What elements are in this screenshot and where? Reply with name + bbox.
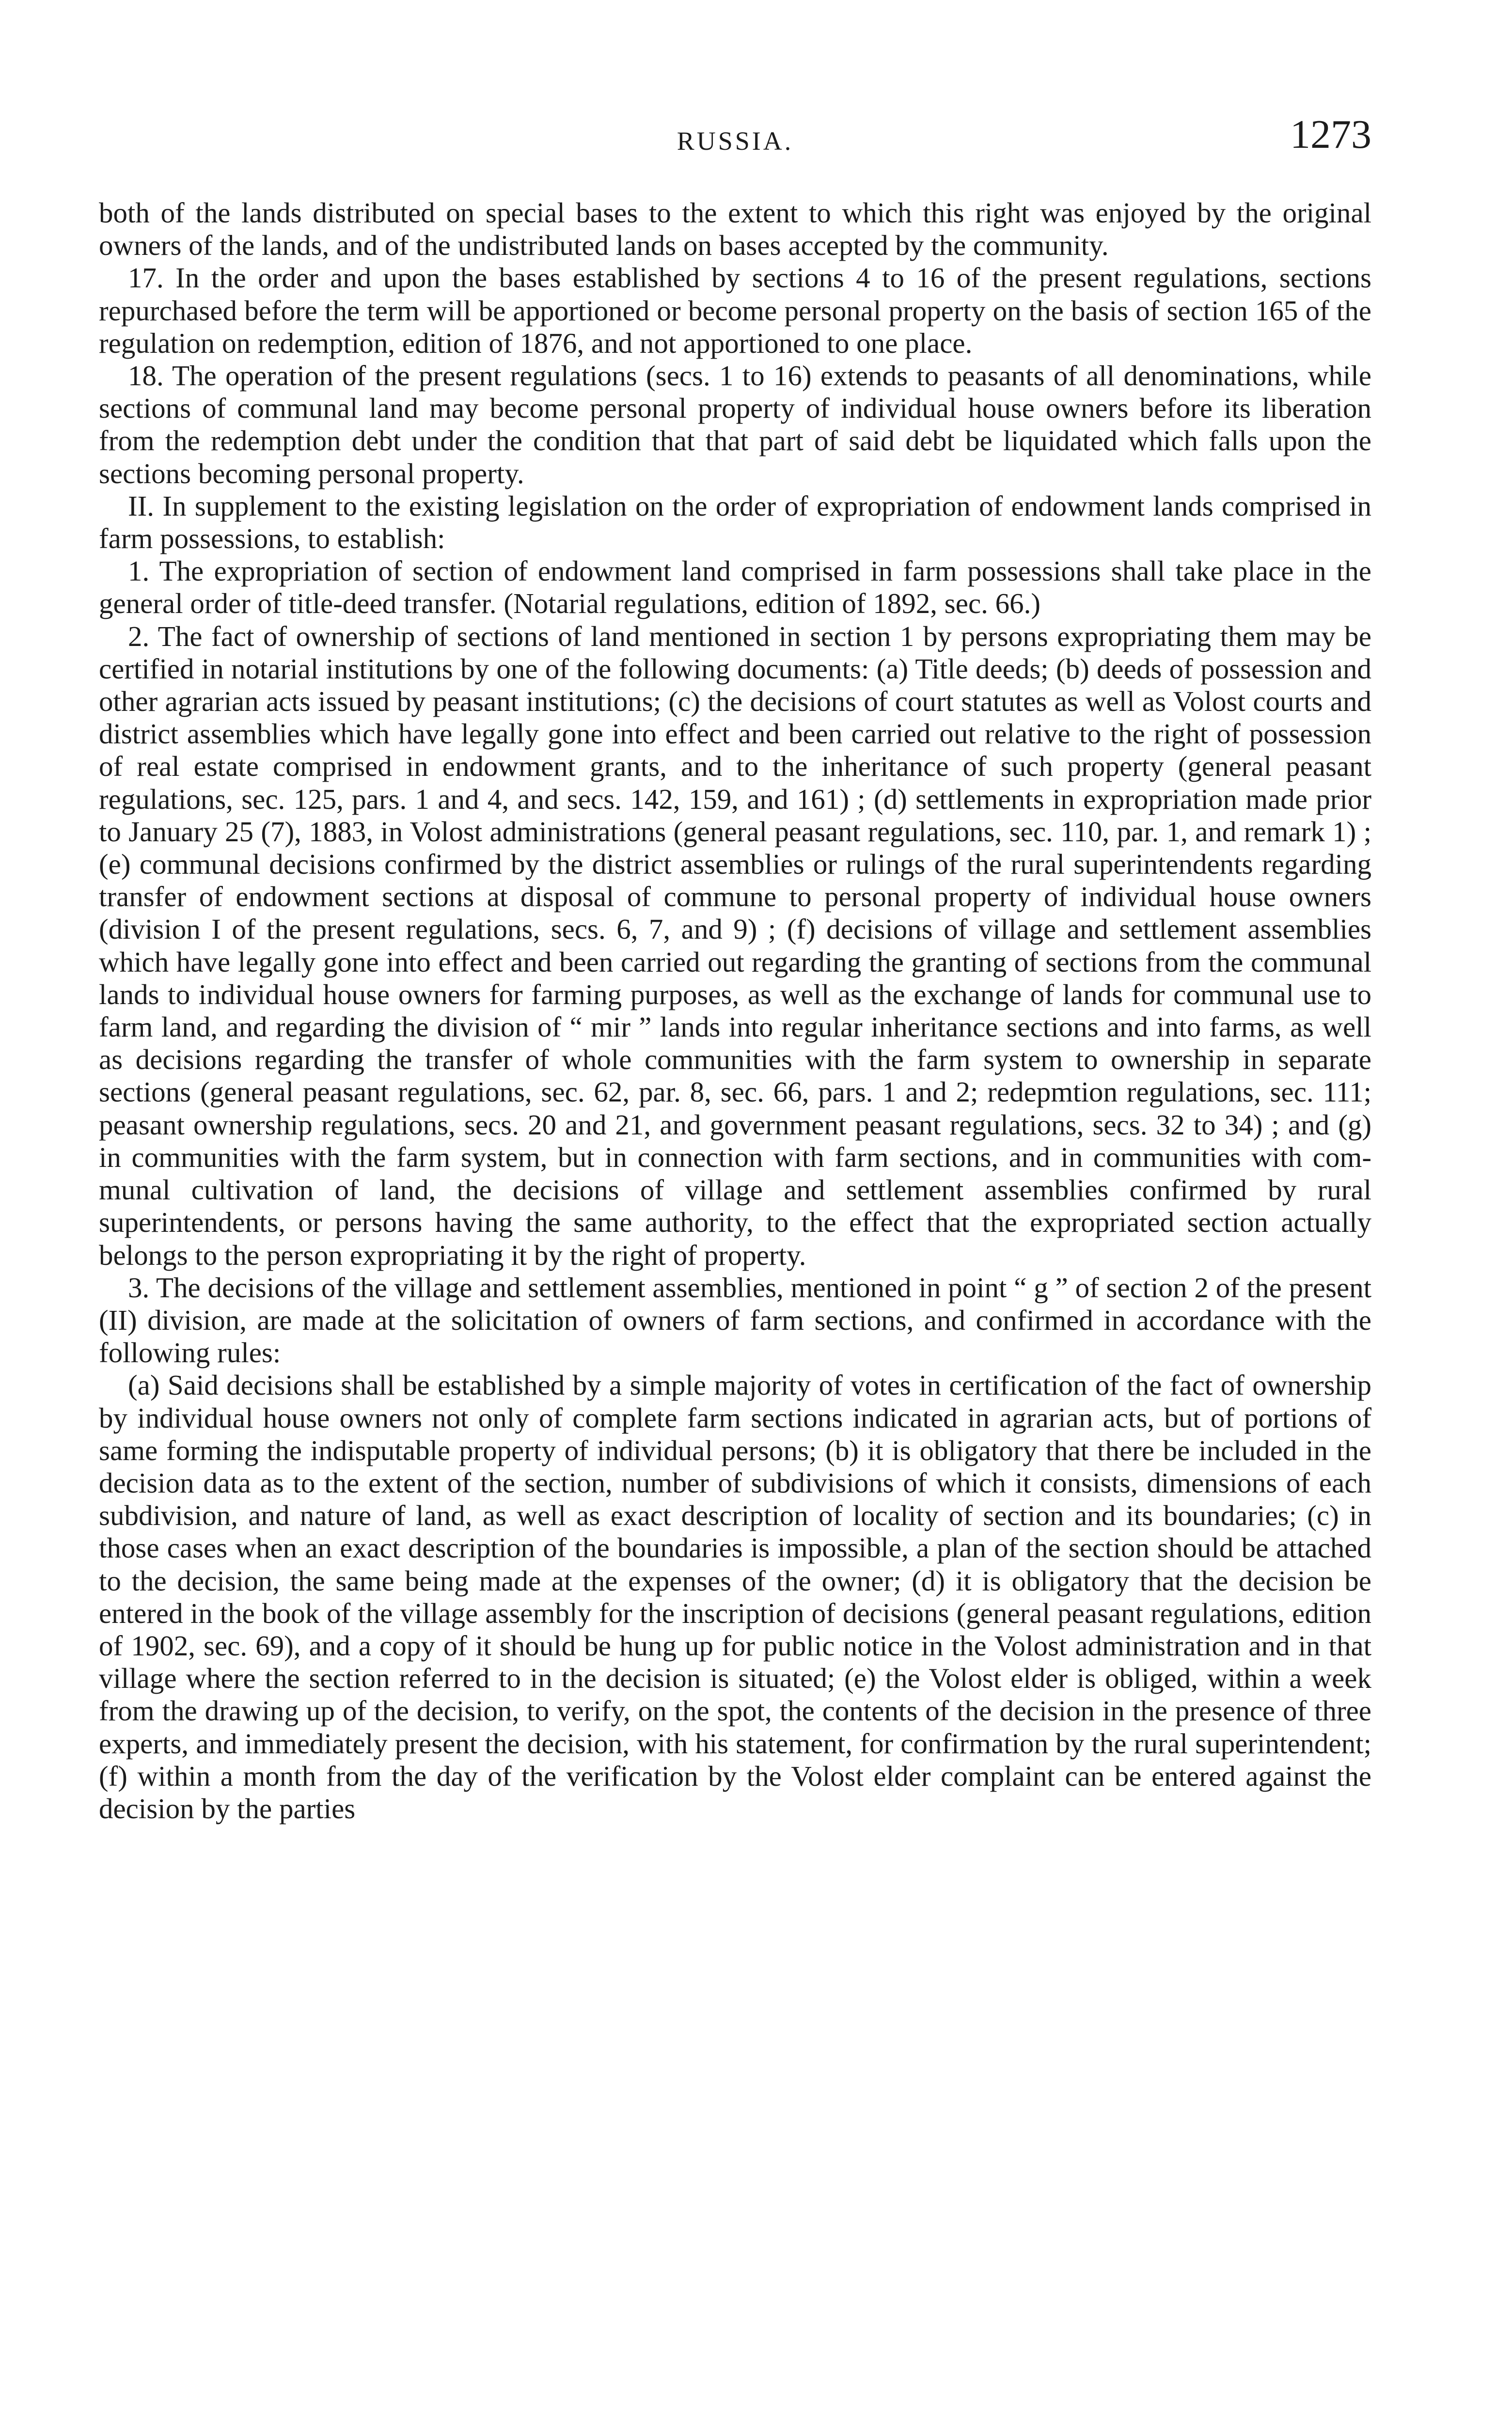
paragraph-continuation: both of the lands distributed on special bases to the extent to which this right was enjoyed by the original owners of the lands, and of the undistributed lands on bases accepted by the community. bbox=[99, 197, 1371, 262]
paragraph-division-ii: II. In supplement to the existing legislation on the order of expropriation of endowment lands comprised in farm possessions, to establish: bbox=[99, 489, 1371, 555]
document-page bbox=[99, 114, 1371, 1825]
paragraph-section-18: 18. The operation of the present regulations (secs. 1 to 16) extends to peasants of all denominations, while sections of communal land may become personal property of individual house owners before its liberation from the redemption debt under the condition that that part of said debt be liquidated which falls upon the sections becoming personal property. bbox=[99, 360, 1371, 489]
body-text bbox=[99, 197, 1371, 1825]
paragraph-ii-3: 3. The decisions of the village and settlement assemblies, mentioned in point “ g ” of section 2 of the present (II) division, are made at the solicitation of owners of farm sections, and confirmed in accordance with the following rules: bbox=[99, 1271, 1371, 1369]
paragraph-ii-3-rules: (a) Said decisions shall be established by a simple majority of votes in certification of the fact of ownership by individual house owners not only of complete farm sections indicated in agrarian acts, but of portions of same forming the indisputable property of individual persons; (b) it is obligatory that there be included in the decision data as to the extent of the section, number of subdivisions of which it consists, dimensions of each subdivision, and nature of land, as well as exact description of locality of section and its boundaries; (c) in those cases when an exact description of the boundaries is impossible, a plan of the section should be attached to the decision, the same being made at the expenses of the owner; (d) it is obligatory that the decision be entered in the book of the village assembly for the inscription of decisions (general peasant regulations, edition of 1902, sec. 69), and a copy of it should be hung up for public notice in the Volost administration and in that village where the section referred to in the decision is situated; (e) the Volost elder is obliged, within a week from the drawing up of the decision, to verify, on the spot, the contents of the decision in the presence of three experts, and immediately present the decision, with his statement, for confirmation by the rural superintendent; (f) within a month from the day of the verification by the Volost elder complaint can be entered against the decision by the parties bbox=[99, 1369, 1371, 1825]
running-header bbox=[99, 114, 1371, 165]
running-title: RUSSIA. bbox=[677, 126, 794, 156]
paragraph-ii-1: 1. The expropriation of section of endowment land comprised in farm possessions shall take place in the general order of title-deed transfer. (Notarial regulations, edition of 1892, sec. 66.) bbox=[99, 555, 1371, 620]
paragraph-section-17: 17. In the order and upon the bases established by sections 4 to 16 of the present regulations, sections repurchased before the term will be apportioned or become personal property on the basis of section 165 of the regulation on redemption, edition of 1876, and not apportioned to one place. bbox=[99, 262, 1371, 359]
paragraph-ii-2: 2. The fact of ownership of sections of land mentioned in section 1 by persons expropriating them may be certified in notarial institutions by one of the following documents: (a) Title deeds; (b) deeds of possession and other agrarian acts issued by peasant institutions; (c) the decisions of court statutes as well as Volost courts and district assemblies which have legally gone into effect and been carried out relative to the right of possession of real estate comprised in endowment grants, and to the inheritance of such property (general peasant regulations, sec. 125, pars. 1 and 4, and secs. 142, 159, and 161) ; (d) settlements in expropriation made prior to January 25 (7), 1883, in Volost administrations (general peasant regulations, sec. 110, par. 1, and remark 1) ; (e) communal decisions confirmed by the district assemblies or rulings of the rural superintendents regarding transfer of endowment sections at disposal of commune to personal property of individual house owners (division I of the present regulations, secs. 6, 7, and 9) ; (f) decisions of village and settlement assemblies which have legally gone into effect and been carried out regarding the granting of sections from the communal lands to individual house owners for farming purposes, as well as the exchange of lands for communal use to farm land, and regarding the division of “ mir ” lands into regular inheritance sections and into farms, as well as decisions regarding the transfer of whole communities with the farm system to ownership in separate sections (general peasant regulations, sec. 62, par. 8, sec. 66, pars. 1 and 2; redepmtion regulations, sec. 111; peasant ownership regulations, secs. 20 and 21, and government peasant regulations, secs. 32 to 34) ; and (g) in communities with the farm system, but in connection with farm sections, and in communities with communal cultivation of land, the decisions of village and settlement assemblies confirmed by rural superintendents, or persons having the same authority, to the effect that the expropriated section actually belongs to the person expropriating it by the right of property. bbox=[99, 620, 1371, 1271]
page-number: 1273 bbox=[1290, 112, 1371, 157]
